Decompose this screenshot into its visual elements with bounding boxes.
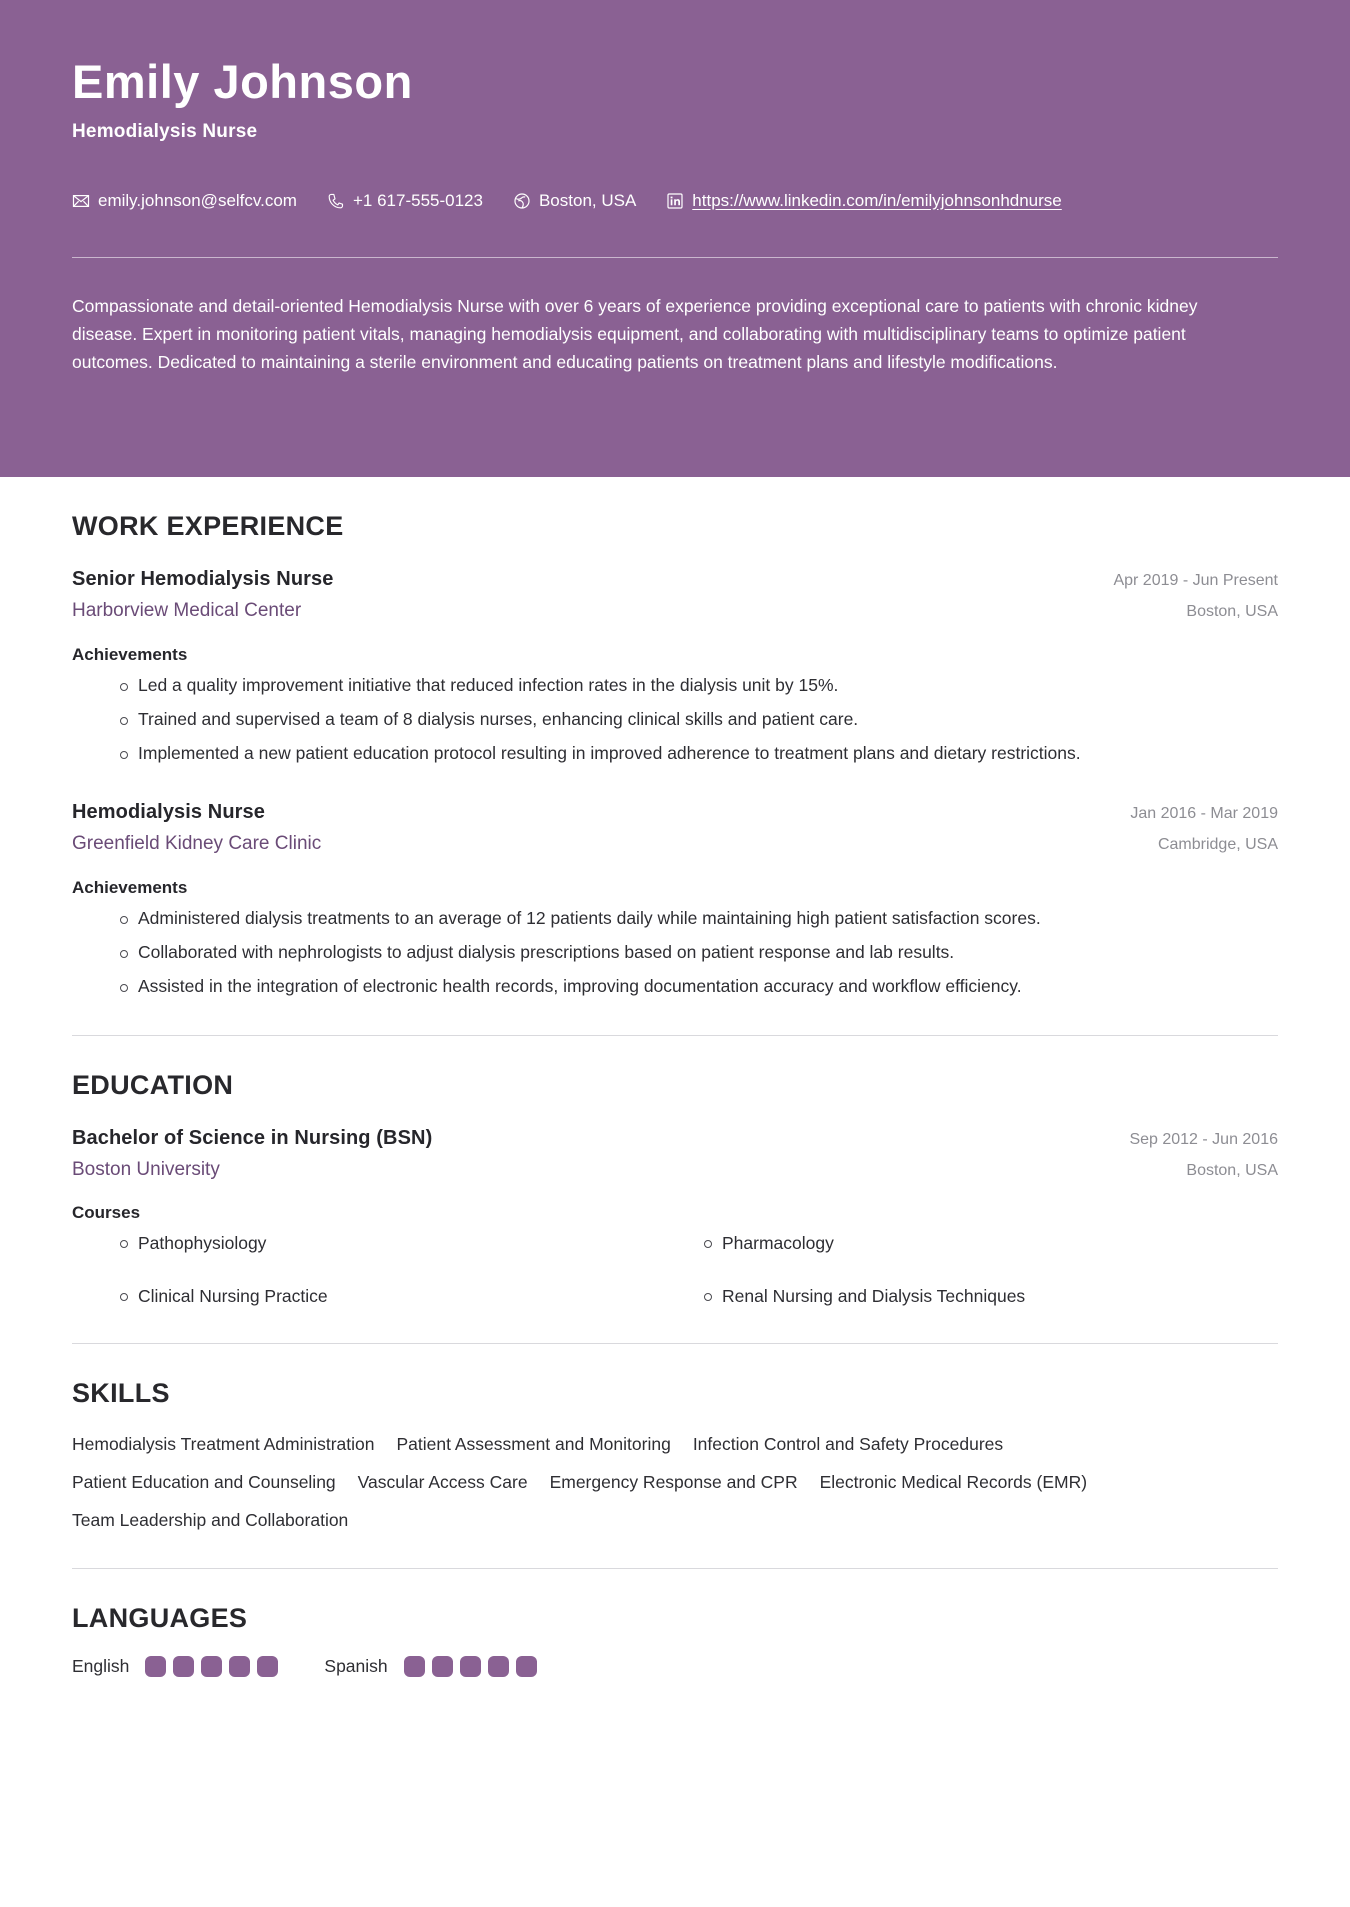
list-item: Assisted in the integration of electronic health records, improving documentation accuracy and workflow efficiency. xyxy=(120,973,1278,1000)
contact-phone-text: +1 617-555-0123 xyxy=(352,191,483,211)
work-entry-achievements-list xyxy=(72,672,1278,768)
professional-summary: Compassionate and detail-oriented Hemodialysis Nurse with over 6 years of experience providing exceptional care to patients with chronic kidney disease. Expert in monitoring patient vitals, managing hemodialysis equipment, and collaborating with multidisciplinary teams to optimize patient outcomes. Dedicated to maintaining a sterile environment and educating patients on treatment plans and lifestyle modifications. xyxy=(72,295,1198,373)
work-entry-achievements-label: Achievements xyxy=(72,877,188,897)
rating-dot xyxy=(201,1656,222,1677)
list-item: Clinical Nursing Practice xyxy=(120,1283,694,1309)
education-entry xyxy=(72,1123,1278,1309)
work-entry-achievements-list xyxy=(72,905,1278,1001)
skill-item: Patient Assessment and Monitoring xyxy=(396,1433,671,1454)
contact-email-text: emily.johnson@selfcv.com xyxy=(98,191,297,211)
section-education xyxy=(72,1036,1278,1344)
rating-dot xyxy=(173,1656,194,1677)
list-item: Renal Nursing and Dialysis Techniques xyxy=(704,1283,1278,1309)
work-entry-head xyxy=(72,797,1278,859)
envelope-icon xyxy=(72,192,90,210)
section-skills xyxy=(72,1344,1278,1569)
header-divider xyxy=(72,257,1278,258)
language-name: Spanish xyxy=(324,1655,388,1676)
resume-body xyxy=(0,477,1350,1677)
work-entry-organization: Greenfield Kidney Care Clinic xyxy=(72,833,322,855)
list-item: Collaborated with nephrologists to adjust dialysis prescriptions based on patient response and lab results. xyxy=(120,939,1278,966)
list-item: Trained and supervised a team of 8 dialysis nurses, enhancing clinical skills and patient care. xyxy=(120,706,1278,733)
skill-item: Electronic Medical Records (EMR) xyxy=(819,1472,1088,1493)
contact-linkedin-link[interactable]: https://www.linkedin.com/in/emilyjohnsonhdnurse xyxy=(692,190,1062,210)
section-languages xyxy=(72,1569,1278,1677)
rating-dot xyxy=(460,1656,481,1677)
list-item: Administered dialysis treatments to an average of 12 patients daily while maintaining high patient satisfaction scores. xyxy=(120,905,1278,932)
rating-dot xyxy=(488,1656,509,1677)
contact-phone xyxy=(327,192,483,210)
language-item-spanish xyxy=(324,1656,536,1677)
education-entry-head xyxy=(72,1123,1278,1185)
job-title: Hemodialysis Nurse xyxy=(72,120,258,142)
rating-dot xyxy=(145,1656,166,1677)
page-title: Emily Johnson xyxy=(72,55,413,108)
language-level-rating xyxy=(404,1656,537,1677)
section-work-experience xyxy=(72,477,1278,1036)
skill-item: Emergency Response and CPR xyxy=(549,1472,798,1493)
location-globe-icon xyxy=(513,192,531,210)
rating-dot xyxy=(229,1656,250,1677)
work-entry-organization: Harborview Medical Center xyxy=(72,600,302,621)
education-entry-date: Sep 2012 - Jun 2016 xyxy=(1129,1130,1278,1148)
contact-row xyxy=(72,191,1278,211)
section-title-work-experience: WORK EXPERIENCE xyxy=(72,511,344,541)
work-entry-location: Boston, USA xyxy=(1186,603,1278,620)
language-name: English xyxy=(72,1655,130,1676)
work-entry-location: Cambridge, USA xyxy=(1157,836,1278,854)
work-entry-date: Jan 2016 - Mar 2019 xyxy=(1130,805,1278,823)
rating-dot xyxy=(432,1656,453,1677)
phone-icon xyxy=(327,192,345,210)
education-entry-degree: Bachelor of Science in Nursing (BSN) xyxy=(72,1126,433,1149)
section-title-skills: SKILLS xyxy=(72,1377,170,1408)
language-level-rating xyxy=(145,1656,278,1677)
skill-item: Infection Control and Safety Procedures xyxy=(692,1433,1004,1454)
section-title-education: EDUCATION xyxy=(72,1069,234,1100)
work-entry xyxy=(72,797,1278,1000)
work-entry-role: Senior Hemodialysis Nurse xyxy=(72,568,334,590)
rating-dot xyxy=(516,1656,537,1677)
section-title-languages: LANGUAGES xyxy=(72,1602,248,1633)
education-entry-location: Boston, USA xyxy=(1186,1161,1278,1179)
skill-item: Vascular Access Care xyxy=(357,1472,528,1493)
work-entry-achievements-label: Achievements xyxy=(72,644,188,664)
work-entry-head xyxy=(72,564,1278,626)
skill-item: Hemodialysis Treatment Administration xyxy=(72,1433,375,1454)
list-item: Pharmacology xyxy=(704,1230,1278,1256)
linkedin-icon xyxy=(666,192,684,210)
education-entry-courses-label: Courses xyxy=(72,1203,141,1223)
rating-dot xyxy=(257,1656,278,1677)
language-item-english xyxy=(72,1656,278,1677)
skill-item: Patient Education and Counseling xyxy=(72,1472,336,1493)
list-item: Pathophysiology xyxy=(120,1230,694,1256)
list-item: Implemented a new patient education protocol resulting in improved adherence to treatment plans and dietary restrictions. xyxy=(120,740,1278,767)
contact-linkedin[interactable] xyxy=(666,191,1061,211)
education-courses-list xyxy=(72,1230,1278,1309)
skill-item: Team Leadership and Collaboration xyxy=(72,1510,349,1531)
languages-list xyxy=(72,1656,1278,1677)
list-item: Led a quality improvement initiative that reduced infection rates in the dialysis unit by 15%. xyxy=(120,672,1278,699)
skills-list xyxy=(72,1431,1278,1534)
work-entry-role: Hemodialysis Nurse xyxy=(72,801,265,824)
rating-dot xyxy=(404,1656,425,1677)
contact-email xyxy=(72,192,297,210)
resume-header xyxy=(0,0,1350,477)
work-entry xyxy=(72,564,1278,767)
contact-location xyxy=(513,192,636,210)
contact-location-text: Boston, USA xyxy=(538,191,637,211)
education-entry-organization: Boston University xyxy=(72,1158,220,1180)
work-entry-date: Apr 2019 - Jun Present xyxy=(1113,572,1278,589)
